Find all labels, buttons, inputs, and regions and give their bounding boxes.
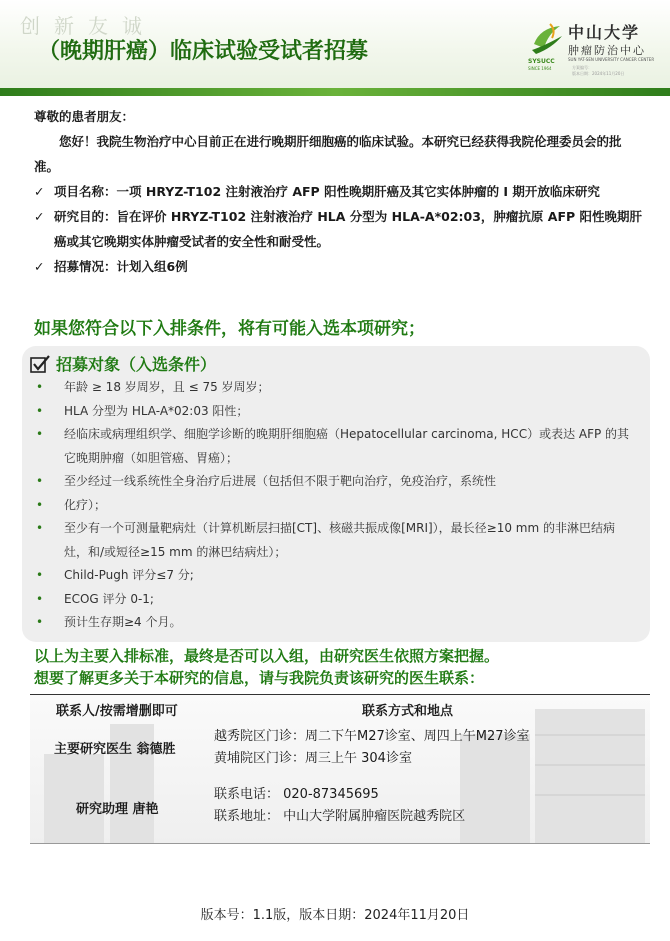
project-name-label: 项目名称： (54, 184, 117, 199)
criteria-title (30, 352, 216, 375)
criteria-text: 化疗）； (64, 497, 107, 512)
table-bottom-rule (30, 843, 650, 844)
bullet-icon: • (36, 380, 44, 394)
table-top-rule (30, 694, 650, 695)
summary-line-2: 想要了解更多关于本研究的信息，请与我院负责该研究的医生联系： (34, 669, 485, 687)
criteria-text: 至少经过一线系统性全身治疗后进展（包括但不限于靶向治疗，免疫治疗，系统性 (64, 474, 497, 488)
criteria-text: 年龄 ≥ 18 岁周岁，且 ≤ 75 岁周岁； (64, 380, 270, 394)
bullet-icon: • (36, 427, 44, 441)
contact-phone[interactable]: 联系电话： 020-87345695 (214, 787, 379, 802)
criteria-list (22, 376, 632, 635)
bullet-icon: • (36, 568, 44, 582)
bullet-icon: • (36, 474, 44, 488)
contact-name-pi: 主要研究医生 翁德胜 (54, 742, 176, 757)
criteria-text: 至少有一个可测量靶病灶（计算机断层扫描[CT]、核磁共振成像[MRI]），最长径≥10 mm 的非淋巴结病灶，和/或短径≥15 mm 的淋巴结病灶）； (64, 521, 616, 559)
building-detail (535, 734, 645, 736)
header-banner (0, 0, 670, 92)
recruit-status-text: 计划入组6例 (116, 259, 188, 274)
project-name-text: 一项 HRYZ-T102 注射液治疗 AFP 阳性晚期肝癌及其它实体肿瘤的 I 期开放临床研究 (116, 184, 600, 199)
list-item (22, 611, 632, 635)
logo-since: SINCE 1964 (528, 66, 552, 71)
inclusion-criteria-box (22, 346, 650, 642)
greeting: 尊敬的患者朋友： (34, 109, 135, 124)
bullet-icon: • (36, 591, 44, 606)
contact-name-assistant: 研究助理 唐艳 (76, 802, 159, 817)
list-item (22, 517, 632, 564)
project-name-item (34, 179, 644, 204)
sysucc-emblem-icon (530, 22, 564, 56)
contact-details-assistant (214, 784, 465, 828)
list-item (22, 588, 632, 612)
calligraphy-watermark: 创新友诚 (20, 14, 156, 38)
logo-university-name: 中山大学 (568, 23, 641, 42)
criteria-text: 预计生存期≥4 个月。 (64, 615, 182, 629)
clinic-huangpu: 黄埔院区门诊：周三上午 304诊室 (214, 751, 412, 766)
list-item (22, 376, 632, 400)
contact-details-pi (214, 726, 530, 770)
criteria-text: HLA 分型为 HLA-A*02:03 阳性； (64, 403, 249, 418)
eligibility-headline: 如果您符合以下入排条件，将有可能入选本项研究； (34, 319, 425, 339)
page-title: （晚期肝癌）临床试验受试者招募 (38, 39, 369, 64)
version-footer: 版本号：1.1版，版本日期：2024年11月20日 (200, 908, 470, 923)
building-detail (535, 794, 645, 796)
project-goal-text: 旨在评价 HRYZ-T102 注射液治疗 HLA 分型为 HLA-A*02:03，肿瘤抗原 AFP 阳性晚期肝癌或其它晚期实体肿瘤受试者的安全性和耐受性。 (54, 209, 643, 249)
contacts-table (30, 694, 650, 844)
bullet-icon: • (36, 615, 44, 629)
recruit-status-item (34, 254, 644, 279)
checkbox-checked-icon (30, 355, 50, 373)
logo-center-name: 肿瘤防治中心 (568, 44, 646, 57)
list-item (22, 470, 632, 494)
doc-note (572, 65, 624, 77)
intro-paragraph: 您好！我院生物治疗中心目前正在进行晚期肝细胞癌的临床试验。本研究已经获得我院伦理委员会的批准。 (34, 134, 622, 174)
summary-line-1: 以上为主要入排标准，最终是否可以入组，由研究医生依照方案把握。 (34, 647, 500, 665)
list-item (22, 423, 632, 470)
criteria-text: Child-Pugh 评分≤7 分; (64, 568, 194, 582)
clinic-yuexiu: 越秀院区门诊：周二下午M27诊室、周四上午M27诊室 (214, 729, 530, 744)
doc-note-line-2: 版本日期：2024年11月20日 (572, 71, 625, 76)
list-item (22, 564, 632, 588)
logo-english-name: SUN YAT-SEN UNIVERSITY CANCER CENTER (568, 57, 655, 62)
list-item (22, 494, 632, 518)
project-goal-item (34, 204, 644, 254)
logo-abbreviation: SYSUCC (528, 58, 555, 65)
header-divider-band (0, 88, 670, 96)
column-header-details: 联系方式和地点 (362, 704, 454, 719)
bullet-icon: • (36, 403, 44, 418)
criteria-title-text: 招募对象（入选条件） (56, 355, 217, 374)
column-header-contact: 联系人/按需增删即可 (56, 704, 178, 719)
bullet-icon: • (36, 521, 44, 535)
list-item (22, 400, 632, 424)
recruit-status-label: 招募情况： (54, 259, 117, 274)
building-detail (535, 764, 645, 766)
project-goal-label: 研究目的： (54, 209, 117, 224)
doc-note-line-1: 方案编号： (572, 65, 592, 70)
building-shape (535, 709, 645, 844)
criteria-text: ECOG 评分 0-1; (64, 591, 154, 606)
contact-address: 联系地址： 中山大学附属肿瘤医院越秀院区 (214, 809, 466, 824)
criteria-text: 经临床或病理组织学、细胞学诊断的晚期肝细胞癌（Hepatocellular carcinoma, HCC）或表达 AFP 的其它晚期肿瘤（如胆管癌、胃癌）； (64, 427, 630, 465)
summary-section (34, 645, 654, 689)
intro-section (34, 104, 644, 279)
bullet-icon: • (36, 497, 44, 512)
